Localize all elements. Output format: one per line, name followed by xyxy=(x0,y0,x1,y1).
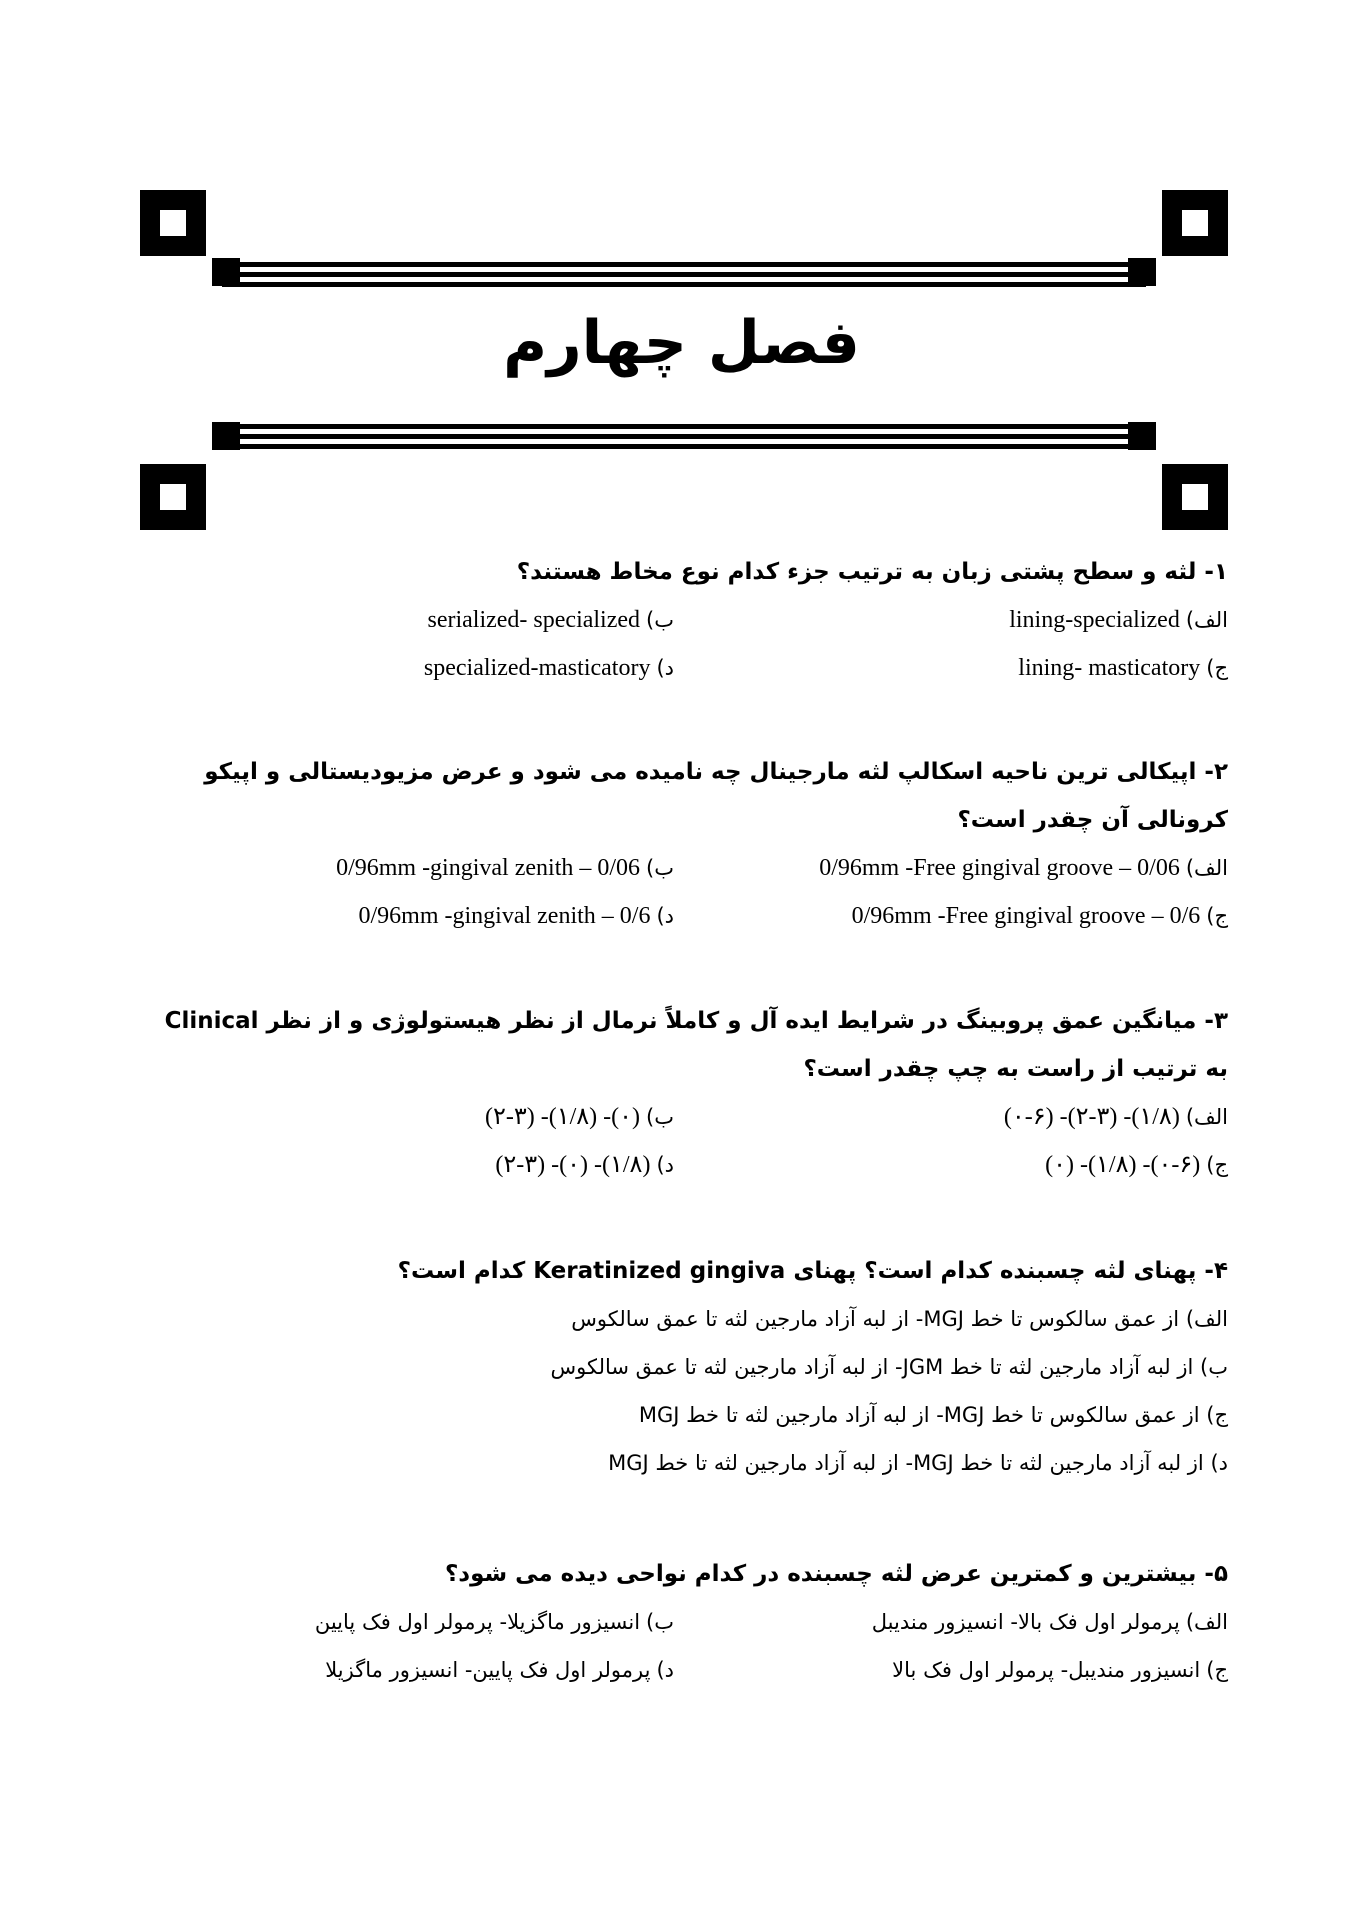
option-label: الف) xyxy=(1185,1307,1228,1331)
option-label: د) xyxy=(656,1658,674,1682)
option-che xyxy=(140,1391,1228,1439)
divider-line xyxy=(222,272,1146,277)
option-label: ب) xyxy=(646,1610,674,1634)
option-dal xyxy=(140,1646,674,1694)
option-label: الف) xyxy=(1185,608,1228,632)
option-che xyxy=(694,892,1228,940)
option-che xyxy=(694,644,1228,692)
question-1 xyxy=(140,548,1228,692)
option-label: د) xyxy=(656,656,674,680)
option-dal xyxy=(140,644,674,692)
option-text: 0/06 – 0/96mm -gingival zenith xyxy=(336,855,641,881)
option-label: الف) xyxy=(1185,1610,1228,1634)
option-text: 0/6 – 0/96mm -Free gingival groove xyxy=(851,903,1201,929)
option-label: الف) xyxy=(1185,1105,1228,1129)
option-text: پرمولر اول فک بالا- انسیزور مندیبل xyxy=(871,1610,1180,1634)
option-label: ب) xyxy=(646,856,674,880)
corner-square-icon xyxy=(1162,190,1228,256)
divider-line xyxy=(222,262,1146,267)
option-label: ج) xyxy=(1206,904,1228,928)
option-dal xyxy=(140,1141,674,1189)
option-alef xyxy=(694,596,1228,644)
option-label: ب) xyxy=(646,608,674,632)
question-text: ۱- لثه و سطح پشتی زبان به ترتیب جزء کدام نوع مخاط هستند؟ xyxy=(516,559,1228,585)
option-text: lining-specialized xyxy=(1009,607,1180,633)
divider-line xyxy=(222,282,1146,287)
option-text: (۱/۸)- (۳-۲)- (۶-۰) xyxy=(1003,1104,1180,1130)
option-che xyxy=(694,1141,1228,1189)
question-3 xyxy=(140,997,1228,1189)
question-text: ۳- میانگین عمق پروبینگ در شرایط ایده آل و کاملاً نرمال از نظر هیستولوژی و از نظر Clinical به ترتیب از راست به چپ چقدر است؟ xyxy=(164,1008,1228,1082)
question-2 xyxy=(140,748,1228,940)
option-label: ب) xyxy=(1200,1355,1228,1379)
option-text: 0/06 – 0/96mm -Free gingival groove xyxy=(819,855,1180,881)
option-text: انسیزور ماگزیلا- پرمولر اول فک پایین xyxy=(314,1610,641,1634)
option-label: ب) xyxy=(646,1105,674,1129)
chapter-title: فصل چهارم xyxy=(503,308,860,378)
option-text: از عمق سالکوس تا خط MGJ- از لبه آزاد مارجین لثه تا خط MGJ xyxy=(638,1403,1200,1427)
option-be xyxy=(140,1343,1228,1391)
option-alef xyxy=(694,1093,1228,1141)
option-che xyxy=(694,1646,1228,1694)
option-be xyxy=(140,844,674,892)
divider-line xyxy=(222,444,1146,449)
option-label: ج) xyxy=(1206,656,1228,680)
option-text: lining- masticatory xyxy=(1018,655,1201,681)
option-alef xyxy=(140,1295,1228,1343)
question-4 xyxy=(140,1247,1228,1487)
divider-line xyxy=(222,434,1146,439)
corner-square-icon xyxy=(1162,464,1228,530)
option-be xyxy=(140,1598,674,1646)
option-label: الف) xyxy=(1185,856,1228,880)
option-text: انسیزور مندیبل- پرمولر اول فک بالا xyxy=(892,1658,1201,1682)
option-label: د) xyxy=(656,1153,674,1177)
option-text: از عمق سالکوس تا خط MGJ- از لبه آزاد مارجین لثه تا عمق سالکوس xyxy=(571,1307,1180,1331)
option-text: از لبه آزاد مارجین لثه تا خط MGJ- از لبه آزاد مارجین لثه تا خط MGJ xyxy=(608,1451,1204,1475)
option-label: ج) xyxy=(1206,1153,1228,1177)
question-text: ۲- اپیکالی ترین ناحیه اسکالپ لثه مارجینال چه نامیده می شود و عرض مزیودیستالی و اپیکو کرونالی آن چقدر است؟ xyxy=(204,759,1228,833)
option-label: ج) xyxy=(1206,1658,1228,1682)
option-alef xyxy=(694,844,1228,892)
option-text: از لبه آزاد مارجین لثه تا خط JGM- از لبه آزاد مارجین لثه تا عمق سالکوس xyxy=(550,1355,1194,1379)
corner-square-icon xyxy=(140,190,206,256)
option-label: د) xyxy=(656,904,674,928)
option-be xyxy=(140,1093,674,1141)
option-label: د) xyxy=(1210,1451,1228,1475)
divider-line xyxy=(222,424,1146,429)
option-text: (۶-۰)- (۱/۸)- (۰) xyxy=(1045,1152,1201,1178)
option-text: (۱/۸)- (۰)- (۳-۲) xyxy=(495,1152,651,1178)
option-dal xyxy=(140,892,674,940)
question-text: ۴- پهنای لثه چسبنده کدام است؟ پهنای Keratinized gingiva کدام است؟ xyxy=(397,1258,1228,1284)
decorative-frame-top xyxy=(140,190,1228,302)
option-be xyxy=(140,596,674,644)
question-text: ۵- بیشترین و کمترین عرض لثه چسبنده در کدام نواحی دیده می شود؟ xyxy=(444,1561,1228,1587)
question-5 xyxy=(140,1550,1228,1694)
option-text: serialized- specialized xyxy=(427,607,641,633)
corner-square-icon xyxy=(140,464,206,530)
option-text: پرمولر اول فک پایین- انسیزور ماگزیلا xyxy=(325,1658,651,1682)
option-text: specialized-masticatory xyxy=(423,655,651,681)
option-text: (۰)- (۱/۸)- (۳-۲) xyxy=(484,1104,641,1130)
option-dal xyxy=(140,1439,1228,1487)
option-text: 0/6 – 0/96mm -gingival zenith xyxy=(358,903,651,929)
option-label: ج) xyxy=(1206,1403,1228,1427)
decorative-frame-bottom xyxy=(140,418,1228,530)
option-alef xyxy=(694,1598,1228,1646)
